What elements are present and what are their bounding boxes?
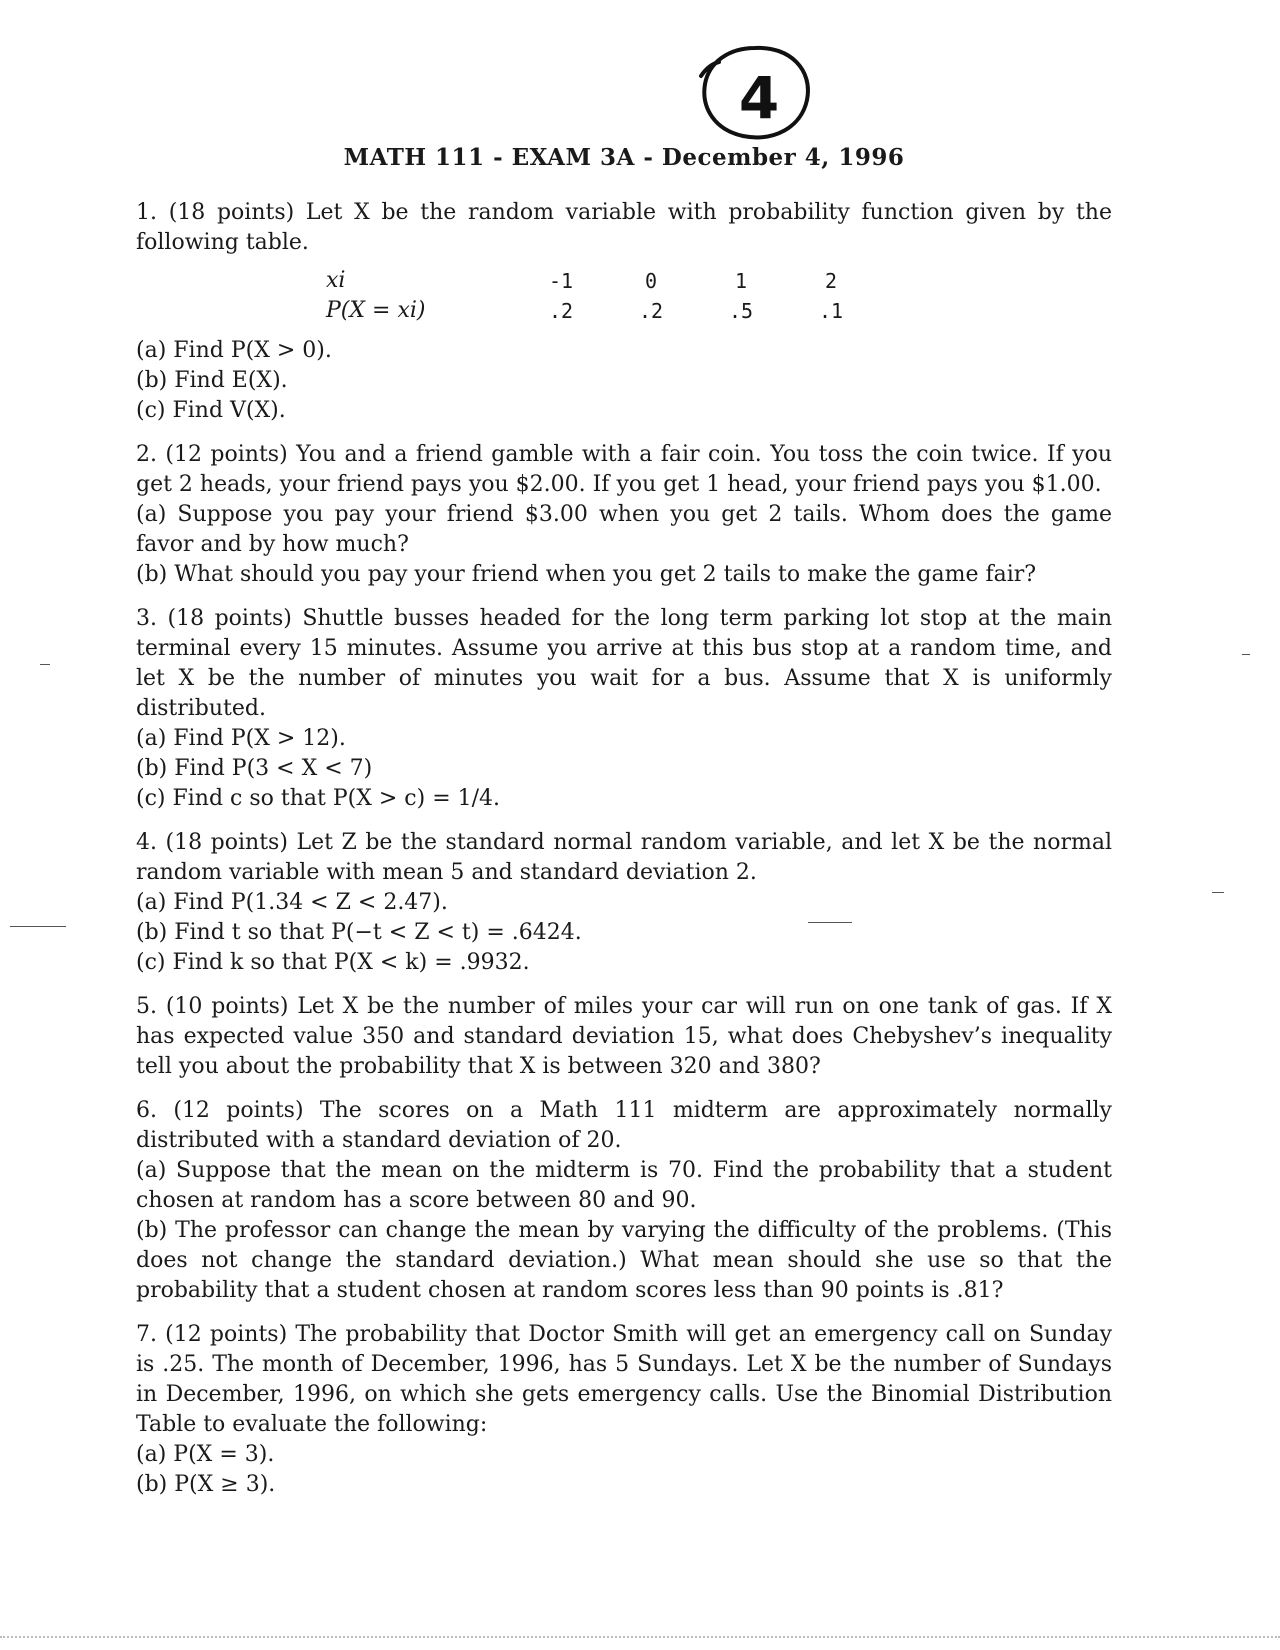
scan-edge-noise	[0, 1636, 1280, 1642]
scan-mark	[808, 922, 852, 923]
problem-2	[136, 440, 1112, 590]
problem-intro: 2. (12 points) You and a friend gamble with a fair coin. You toss the coin twice. If you get 2 heads, your friend pays you $2.00. If you get 1 head, your friend pays you $1.00.	[136, 442, 1112, 497]
page-title: MATH 111 - EXAM 3A - December 4, 1996	[343, 144, 905, 171]
problem-part: (c) Find V(X).	[136, 398, 286, 423]
problem-intro: 4. (18 points) Let Z be the standard normal random variable, and let X be the normal random variable with mean 5 and standard deviation 2.	[136, 830, 1112, 885]
table-cell: 2	[824, 269, 838, 293]
problem-part: (a) Find P(X > 12).	[136, 726, 346, 751]
problem-intro: 7. (12 points) The probability that Doctor Smith will get an emergency call on Sunday is .25. The month of December, 1996, has 5 Sundays. Let X be the number of Sundays in December, 1996, on which she gets emergency calls. Use the Binomial Distribution Table to evaluate the following:	[136, 1322, 1112, 1437]
problem-part: (b) Find t so that P(−t < Z < t) = .6424.	[136, 920, 582, 945]
problem-part: (c) Find k so that P(X < k) = .9932.	[136, 950, 530, 975]
problem-part: (c) Find c so that P(X > c) = 1/4.	[136, 786, 501, 811]
handwritten-circled-number	[695, 42, 815, 144]
table-cell: .2	[548, 299, 574, 323]
table-row-label: xi	[326, 268, 346, 293]
scan-mark	[1242, 654, 1250, 655]
problem-part: (b) The professor can change the mean by varying the difficulty of the problems. (This does not change the standard deviation.) What mean should she use so that the probability that a student chosen at random scores less than 90 points is .81?	[136, 1218, 1112, 1303]
table-row	[326, 266, 876, 296]
table-row-label: P(X = xi)	[326, 298, 426, 323]
handwritten-number: 4	[738, 64, 780, 132]
problem-7	[136, 1320, 1112, 1500]
scan-mark	[10, 926, 66, 927]
problem-part: (b) Find E(X).	[136, 368, 288, 393]
problem-part: (b) What should you pay your friend when you get 2 tails to make the game fair?	[136, 562, 1037, 587]
problem-1	[136, 198, 1112, 426]
problem-part: (a) P(X = 3).	[136, 1442, 275, 1467]
problem-intro: 5. (10 points) Let X be the number of miles your car will run on one tank of gas. If X has expected value 350 and standard deviation 15, what does Chebyshev’s inequality tell you about the probability that X is between 320 and 380?	[136, 994, 1112, 1079]
problem-intro: 1. (18 points) Let X be the random variable with probability function given by the following table.	[136, 200, 1112, 255]
problem-intro: 3. (18 points) Shuttle busses headed for the long term parking lot stop at the main terminal every 15 minutes. Assume you arrive at this bus stop at a random time, and let X be the number of minutes you wait for a bus. Assume that X is uniformly distributed.	[136, 606, 1112, 721]
table-row	[326, 296, 876, 326]
table-cell: -1	[548, 269, 574, 293]
problem-part: (a) Find P(1.34 < Z < 2.47).	[136, 890, 448, 915]
exam-questions	[136, 198, 1112, 1514]
table-cell: 0	[644, 269, 658, 293]
problem-part: (a) Find P(X > 0).	[136, 338, 332, 363]
scan-mark	[40, 664, 50, 665]
table-cell: .2	[638, 299, 664, 323]
table-cell: .5	[728, 299, 754, 323]
scan-mark	[1212, 892, 1224, 893]
table-cell: .1	[818, 299, 844, 323]
problem-intro: 6. (12 points) The scores on a Math 111 midterm are approximately normally distributed with a standard deviation of 20.	[136, 1098, 1112, 1153]
problem-part: (b) P(X ≥ 3).	[136, 1472, 276, 1497]
problem-5	[136, 992, 1112, 1082]
problem-4	[136, 828, 1112, 978]
table-cell: 1	[734, 269, 748, 293]
problem-6	[136, 1096, 1112, 1306]
problem-part: (b) Find P(3 < X < 7)	[136, 756, 373, 781]
probability-table	[326, 266, 876, 326]
problem-part: (a) Suppose that the mean on the midterm is 70. Find the probability that a student chosen at random has a score between 80 and 90.	[136, 1158, 1112, 1213]
problem-3	[136, 604, 1112, 814]
problem-part: (a) Suppose you pay your friend $3.00 when you get 2 tails. Whom does the game favor and by how much?	[136, 502, 1112, 557]
